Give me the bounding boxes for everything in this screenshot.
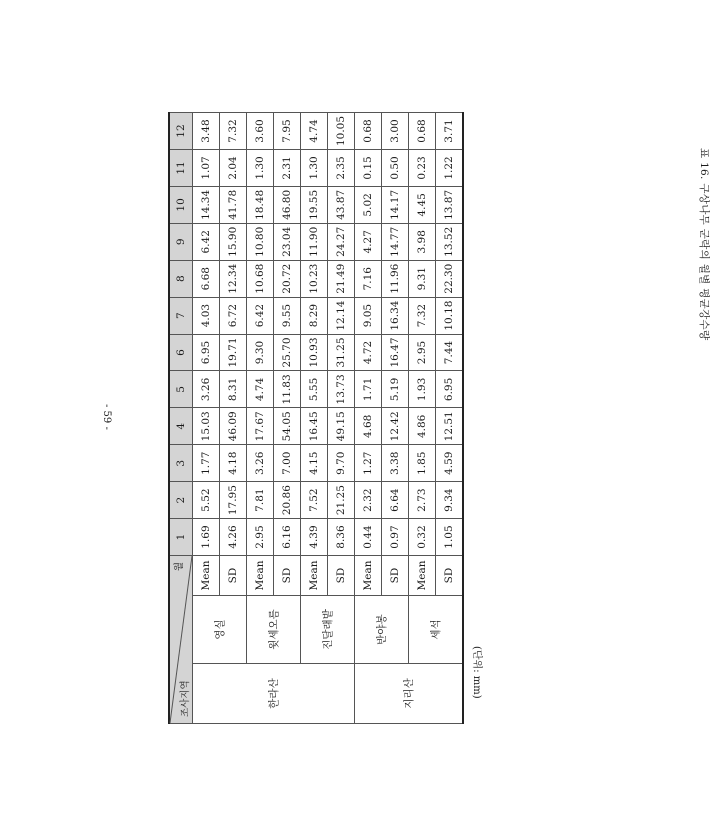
value-cell: 11.83 xyxy=(274,371,301,408)
value-cell: 0.97 xyxy=(382,519,409,556)
header-row xyxy=(169,113,193,724)
value-cell: 16.47 xyxy=(382,334,409,371)
value-cell: 3.26 xyxy=(193,371,220,408)
month-header: 7 xyxy=(169,297,193,334)
value-cell: 16.34 xyxy=(382,297,409,334)
value-cell: 9.05 xyxy=(355,297,382,334)
value-cell: 1.85 xyxy=(409,445,436,482)
value-cell: 12.14 xyxy=(328,297,355,334)
page-number: - 59 - xyxy=(101,404,112,430)
value-cell: 4.72 xyxy=(355,334,382,371)
precipitation-table xyxy=(168,112,464,724)
value-cell: 46.09 xyxy=(220,408,247,445)
stat-cell: SD xyxy=(328,555,355,595)
value-cell: 3.38 xyxy=(382,445,409,482)
month-header: 12 xyxy=(169,113,193,150)
stat-cell: Mean xyxy=(193,555,220,595)
header-month-label: 월 xyxy=(174,561,185,572)
value-cell: 6.42 xyxy=(193,223,220,260)
value-cell: 1.71 xyxy=(355,371,382,408)
table-row xyxy=(409,113,436,724)
month-header: 6 xyxy=(169,334,193,371)
value-cell: 0.23 xyxy=(409,150,436,187)
value-cell: 9.30 xyxy=(247,334,274,371)
value-cell: 1.07 xyxy=(193,150,220,187)
site-cell: 세석 xyxy=(409,596,463,664)
value-cell: 4.74 xyxy=(301,113,328,150)
value-cell: 6.64 xyxy=(382,482,409,519)
table-body xyxy=(193,113,464,724)
value-cell: 14.77 xyxy=(382,223,409,260)
value-cell: 7.00 xyxy=(274,445,301,482)
stat-cell: SD xyxy=(274,555,301,595)
value-cell: 6.42 xyxy=(247,297,274,334)
value-cell: 7.95 xyxy=(274,113,301,150)
value-cell: 19.55 xyxy=(301,186,328,223)
value-cell: 6.16 xyxy=(274,519,301,556)
value-cell: 7.52 xyxy=(301,482,328,519)
month-header: 1 xyxy=(169,519,193,556)
value-cell: 2.95 xyxy=(247,519,274,556)
value-cell: 1.93 xyxy=(409,371,436,408)
month-header: 9 xyxy=(169,223,193,260)
value-cell: 18.48 xyxy=(247,186,274,223)
site-cell: 반야봉 xyxy=(355,596,409,664)
value-cell: 10.80 xyxy=(247,223,274,260)
value-cell: 7.32 xyxy=(220,113,247,150)
value-cell: 9.70 xyxy=(328,445,355,482)
value-cell: 4.27 xyxy=(355,223,382,260)
value-cell: 10.93 xyxy=(301,334,328,371)
value-cell: 4.59 xyxy=(436,445,463,482)
value-cell: 3.26 xyxy=(247,445,274,482)
value-cell: 4.18 xyxy=(220,445,247,482)
header-site-label: 조사지역 xyxy=(180,680,191,717)
region-cell: 한라산 xyxy=(193,664,355,724)
value-cell: 13.52 xyxy=(436,223,463,260)
value-cell: 4.45 xyxy=(409,186,436,223)
value-cell: 3.48 xyxy=(193,113,220,150)
value-cell: 3.98 xyxy=(409,223,436,260)
month-header: 2 xyxy=(169,482,193,519)
value-cell: 6.95 xyxy=(436,371,463,408)
value-cell: 15.03 xyxy=(193,408,220,445)
stat-cell: SD xyxy=(382,555,409,595)
value-cell: 5.02 xyxy=(355,186,382,223)
site-cell: 진달래밭 xyxy=(301,596,355,664)
value-cell: 0.32 xyxy=(409,519,436,556)
value-cell: 4.86 xyxy=(409,408,436,445)
value-cell: 3.71 xyxy=(436,113,463,150)
table-row xyxy=(355,113,382,724)
value-cell: 1.69 xyxy=(193,519,220,556)
value-cell: 8.29 xyxy=(301,297,328,334)
month-header: 5 xyxy=(169,371,193,408)
stat-cell: SD xyxy=(436,555,463,595)
table-caption: 표 16. 구상나무 군락의 월별 평균강수량 xyxy=(698,148,710,341)
month-header: 4 xyxy=(169,408,193,445)
value-cell: 12.42 xyxy=(382,408,409,445)
table-row xyxy=(301,113,328,724)
value-cell: 1.05 xyxy=(436,519,463,556)
value-cell: 1.27 xyxy=(355,445,382,482)
value-cell: 31.25 xyxy=(328,334,355,371)
site-cell: 윗세오름 xyxy=(247,596,301,664)
value-cell: 22.30 xyxy=(436,260,463,297)
value-cell: 2.32 xyxy=(355,482,382,519)
month-header: 11 xyxy=(169,150,193,187)
value-cell: 46.80 xyxy=(274,186,301,223)
value-cell: 25.70 xyxy=(274,334,301,371)
value-cell: 7.44 xyxy=(436,334,463,371)
value-cell: 4.74 xyxy=(247,371,274,408)
value-cell: 4.03 xyxy=(193,297,220,334)
value-cell: 9.31 xyxy=(409,260,436,297)
value-cell: 23.04 xyxy=(274,223,301,260)
value-cell: 1.30 xyxy=(247,150,274,187)
month-header: 8 xyxy=(169,260,193,297)
value-cell: 12.34 xyxy=(220,260,247,297)
value-cell: 3.60 xyxy=(247,113,274,150)
value-cell: 4.39 xyxy=(301,519,328,556)
value-cell: 11.96 xyxy=(382,260,409,297)
value-cell: 5.55 xyxy=(301,371,328,408)
stat-cell: SD xyxy=(220,555,247,595)
value-cell: 1.30 xyxy=(301,150,328,187)
value-cell: 2.35 xyxy=(328,150,355,187)
value-cell: 17.67 xyxy=(247,408,274,445)
value-cell: 11.90 xyxy=(301,223,328,260)
value-cell: 54.05 xyxy=(274,408,301,445)
value-cell: 21.49 xyxy=(328,260,355,297)
value-cell: 7.81 xyxy=(247,482,274,519)
value-cell: 4.15 xyxy=(301,445,328,482)
value-cell: 10.23 xyxy=(301,260,328,297)
value-cell: 41.78 xyxy=(220,186,247,223)
value-cell: 13.87 xyxy=(436,186,463,223)
value-cell: 21.25 xyxy=(328,482,355,519)
value-cell: 2.31 xyxy=(274,150,301,187)
value-cell: 5.19 xyxy=(382,371,409,408)
stat-cell: Mean xyxy=(409,555,436,595)
value-cell: 13.73 xyxy=(328,371,355,408)
value-cell: 0.68 xyxy=(355,113,382,150)
value-cell: 2.04 xyxy=(220,150,247,187)
value-cell: 17.95 xyxy=(220,482,247,519)
value-cell: 0.50 xyxy=(382,150,409,187)
value-cell: 4.26 xyxy=(220,519,247,556)
value-cell: 12.51 xyxy=(436,408,463,445)
value-cell: 1.77 xyxy=(193,445,220,482)
value-cell: 7.16 xyxy=(355,260,382,297)
value-cell: 10.18 xyxy=(436,297,463,334)
value-cell: 2.95 xyxy=(409,334,436,371)
value-cell: 6.95 xyxy=(193,334,220,371)
site-cell: 영실 xyxy=(193,596,247,664)
table-row xyxy=(247,113,274,724)
value-cell: 0.44 xyxy=(355,519,382,556)
value-cell: 49.15 xyxy=(328,408,355,445)
value-cell: 3.00 xyxy=(382,113,409,150)
value-cell: 43.87 xyxy=(328,186,355,223)
rotated-table-container xyxy=(168,112,464,724)
value-cell: 8.36 xyxy=(328,519,355,556)
table-row xyxy=(193,113,220,724)
value-cell: 24.27 xyxy=(328,223,355,260)
header-corner-cell xyxy=(169,555,193,723)
stat-cell: Mean xyxy=(355,555,382,595)
value-cell: 14.34 xyxy=(193,186,220,223)
value-cell: 6.72 xyxy=(220,297,247,334)
value-cell: 14.17 xyxy=(382,186,409,223)
value-cell: 9.34 xyxy=(436,482,463,519)
value-cell: 16.45 xyxy=(301,408,328,445)
month-header: 10 xyxy=(169,186,193,223)
unit-label: (단위: mm) xyxy=(471,646,482,699)
value-cell: 5.52 xyxy=(193,482,220,519)
value-cell: 10.05 xyxy=(328,113,355,150)
value-cell: 9.55 xyxy=(274,297,301,334)
stat-cell: Mean xyxy=(247,555,274,595)
value-cell: 1.22 xyxy=(436,150,463,187)
value-cell: 4.68 xyxy=(355,408,382,445)
value-cell: 6.68 xyxy=(193,260,220,297)
value-cell: 10.68 xyxy=(247,260,274,297)
month-header: 3 xyxy=(169,445,193,482)
value-cell: 20.72 xyxy=(274,260,301,297)
value-cell: 0.15 xyxy=(355,150,382,187)
value-cell: 15.90 xyxy=(220,223,247,260)
stat-cell: Mean xyxy=(301,555,328,595)
value-cell: 8.31 xyxy=(220,371,247,408)
value-cell: 7.32 xyxy=(409,297,436,334)
region-cell: 지리산 xyxy=(355,664,463,724)
value-cell: 19.71 xyxy=(220,334,247,371)
value-cell: 2.73 xyxy=(409,482,436,519)
value-cell: 0.68 xyxy=(409,113,436,150)
value-cell: 20.86 xyxy=(274,482,301,519)
